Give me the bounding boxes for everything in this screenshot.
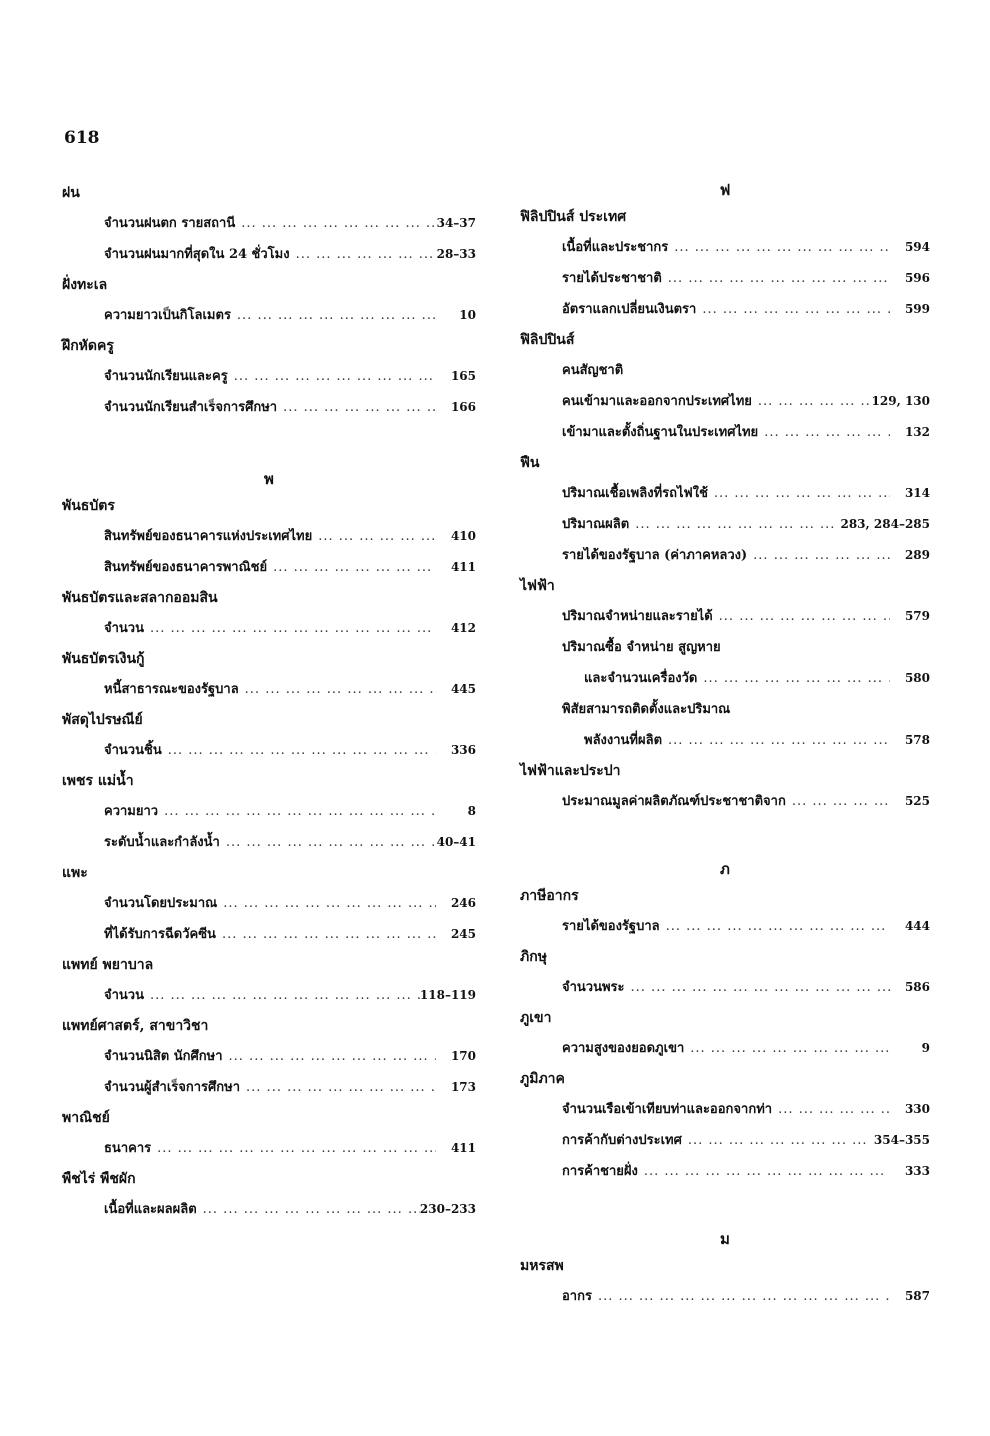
entry-label: จำนวนนิสิต นักศึกษา (104, 1049, 223, 1064)
index-entry (62, 919, 476, 950)
leader-dots (752, 386, 872, 417)
entry-label: ความยาวเป็นกิโลเมตร (104, 308, 231, 323)
index-group (520, 1251, 930, 1312)
entry-page-ref: 412 (450, 621, 476, 635)
leader-dots (220, 827, 436, 858)
index-heading: ฟิลิปปินส์ (520, 332, 575, 348)
index-entry (62, 392, 476, 423)
entry-page-ref: 314 (904, 486, 930, 500)
entry-label: เนื้อที่และประชากร (562, 240, 669, 255)
index-entry (62, 552, 476, 583)
entry-label: ความสูงของยอดภูเขา (562, 1041, 685, 1056)
index-group (62, 491, 476, 583)
index-entry (520, 540, 930, 571)
entry-label: ปริมาณเชื้อเพลิงที่รถไฟใช้ (562, 486, 708, 501)
entry-page-ref: 34–37 (436, 216, 476, 230)
index-group (520, 448, 930, 571)
index-heading: พันธบัตรและสลากออมสิน (62, 590, 218, 606)
entry-label: ประมาณมูลค่าผลิตภัณฑ์ประชาชาติจาก (562, 794, 786, 809)
entry-label: จำนวนนักเรียนสำเร็จการศึกษา (104, 400, 278, 415)
index-heading: แพทย์ พยาบาล (62, 957, 154, 973)
leader-dots (592, 1281, 890, 1312)
leader-dots (151, 1133, 436, 1164)
index-heading: พัสดุไปรษณีย์ (62, 712, 143, 728)
entry-page-ref: 580 (904, 671, 930, 685)
entry-label: และจำนวนเครื่องวัด (584, 671, 698, 686)
section-letter: ฟ (719, 181, 731, 199)
index-entry (62, 827, 476, 858)
entry-page-ref: 9 (921, 1041, 930, 1055)
leader-dots (158, 796, 436, 827)
index-entry (520, 786, 930, 817)
entry-page-ref: 230–233 (419, 1202, 476, 1216)
leader-dots (223, 1041, 436, 1072)
index-group (520, 942, 930, 1003)
entry-label: การค้าชายฝั่ง (562, 1164, 638, 1179)
index-entry (62, 300, 476, 331)
entry-label: จำนวนฝนตก รายสถานี (104, 216, 236, 231)
entry-page-ref: 166 (450, 400, 476, 414)
index-entry (520, 232, 930, 263)
index-heading: ภูมิภาค (520, 1071, 565, 1087)
entry-label: จำนวน (104, 988, 144, 1003)
section-letter: ภ (720, 860, 730, 878)
page-number: 618 (64, 128, 100, 148)
entry-page-ref: 599 (904, 302, 930, 316)
index-entry (520, 725, 930, 756)
index-entry (520, 1281, 930, 1312)
index-heading: ภูเขา (520, 1010, 552, 1026)
index-heading: ฟืน (520, 455, 540, 471)
entry-label: ปริมาณจำหน่ายและรายได้ (562, 609, 713, 624)
entry-page-ref: 579 (904, 609, 930, 623)
index-entry (520, 417, 930, 448)
index-column-left (62, 178, 476, 1225)
index-heading: พันธบัตรเงินกู้ (62, 651, 145, 667)
index-entry (62, 1194, 476, 1225)
entry-page-ref: 410 (450, 529, 476, 543)
index-heading: ฝน (62, 185, 80, 201)
leader-dots (696, 294, 890, 325)
index-entry (520, 663, 930, 694)
index-group (62, 858, 476, 950)
index-entry (520, 1033, 930, 1064)
index-entry (62, 735, 476, 766)
index-group (62, 1011, 476, 1103)
index-entry (62, 674, 476, 705)
entry-page-ref: 330 (904, 1102, 930, 1116)
index-entry (62, 796, 476, 827)
index-group (520, 571, 930, 756)
index-entry (520, 601, 930, 632)
entry-label: จำนวนพระ (562, 980, 625, 995)
entry-page-ref: 578 (904, 733, 930, 747)
leader-dots (638, 1156, 890, 1187)
entry-page-ref: 411 (450, 560, 476, 574)
leader-dots (239, 674, 436, 705)
index-group (62, 1103, 476, 1164)
leader-dots (662, 725, 890, 756)
section-letter: พ (264, 470, 274, 488)
entry-label: อากร (562, 1289, 592, 1304)
leader-dots (684, 1033, 890, 1064)
index-group (520, 756, 930, 817)
entry-page-ref: 587 (904, 1289, 930, 1303)
index-heading: ไฟฟ้าและประปา (520, 763, 621, 779)
index-entry (520, 1125, 930, 1156)
index-heading: ฝั่งทะเล (62, 277, 108, 293)
index-heading: ภาษีอากร (520, 888, 579, 904)
index-group (62, 583, 476, 644)
leader-dots (682, 1125, 874, 1156)
leader-dots (758, 417, 890, 448)
entry-page-ref: 245 (450, 927, 476, 941)
index-group (62, 270, 476, 331)
entry-label: จำนวนเรือเข้าเทียบท่าและออกจากท่า (562, 1102, 773, 1117)
index-group (62, 1164, 476, 1225)
leader-dots (235, 208, 436, 239)
leader-dots (240, 1072, 436, 1103)
entry-page-ref: 10 (459, 308, 476, 322)
leader-dots (662, 263, 890, 294)
index-heading: พืชไร่ พืชผัก (62, 1171, 136, 1187)
leader-dots (713, 601, 890, 632)
leader-dots (312, 521, 436, 552)
entry-label: เนื้อที่และผลผลิต (104, 1202, 197, 1217)
index-entry (520, 263, 930, 294)
entry-label: ความยาว (104, 804, 159, 819)
index-group (520, 1003, 930, 1064)
index-group (520, 881, 930, 942)
entry-label: จำนวนผู้สำเร็จการศึกษา (104, 1080, 241, 1095)
entry-label: จำนวนชิ้น (104, 743, 162, 758)
index-entry (62, 1041, 476, 1072)
entry-page-ref: 444 (904, 919, 930, 933)
index-heading: ไฟฟ้า (520, 578, 555, 594)
entry-page-ref: 354–355 (873, 1133, 930, 1147)
index-group (520, 202, 930, 325)
entry-label: คนสัญชาติ (562, 363, 624, 378)
entry-page-ref: 525 (904, 794, 930, 808)
entry-page-ref: 596 (904, 271, 930, 285)
index-heading: ฟิลิปปินส์ ประเทศ (520, 209, 627, 225)
index-entry (520, 509, 930, 540)
index-group (62, 766, 476, 858)
entry-page-ref: 118–119 (419, 988, 476, 1002)
entry-page-ref: 246 (450, 896, 476, 910)
index-entry (520, 632, 930, 663)
index-heading: พาณิชย์ (62, 1110, 110, 1126)
entry-label: ที่ได้รับการฉีดวัคซีน (104, 927, 216, 942)
index-group (62, 331, 476, 423)
index-entry (62, 361, 476, 392)
entry-page-ref: 28–33 (436, 247, 476, 261)
section-letter: ม (720, 1230, 730, 1248)
index-entry (520, 478, 930, 509)
entry-page-ref: 336 (450, 743, 476, 757)
index-entry (520, 294, 930, 325)
leader-dots (625, 972, 890, 1003)
leader-dots (772, 1094, 890, 1125)
leader-dots (231, 300, 436, 331)
entry-label: จำนวนฝนมากที่สุดใน 24 ชั่วโมง (104, 247, 290, 262)
index-group (62, 644, 476, 705)
leader-dots (267, 552, 436, 583)
index-entry (520, 1156, 930, 1187)
index-entry (520, 1094, 930, 1125)
leader-dots (697, 663, 890, 694)
leader-dots (217, 888, 436, 919)
entry-page-ref: 586 (904, 980, 930, 994)
index-entry (62, 980, 476, 1011)
entry-page-ref: 40–41 (436, 835, 476, 849)
entry-page-ref: 333 (904, 1164, 930, 1178)
index-column-right (520, 178, 930, 1312)
entry-page-ref: 165 (450, 369, 476, 383)
leader-dots (786, 786, 890, 817)
entry-page-ref: 411 (450, 1141, 476, 1155)
leader-dots (277, 392, 436, 423)
leader-dots (668, 232, 890, 263)
leader-dots (144, 613, 436, 644)
index-entry (62, 208, 476, 239)
leader-dots (290, 239, 436, 270)
index-entry (62, 888, 476, 919)
index-heading: แพะ (62, 865, 88, 881)
leader-dots (708, 478, 890, 509)
index-heading: เพชร แม่น้ำ (62, 773, 134, 789)
index-group (520, 325, 930, 448)
entry-label: จำนวนโดยประมาณ (104, 896, 218, 911)
entry-page-ref: 8 (467, 804, 476, 818)
entry-page-ref: 283, 284–285 (840, 517, 930, 531)
entry-page-ref: 132 (904, 425, 930, 439)
entry-label: ธนาคาร (104, 1141, 152, 1156)
index-group (62, 705, 476, 766)
index-entry (62, 1133, 476, 1164)
entry-page-ref: 445 (450, 682, 476, 696)
index-heading: ภิกษุ (520, 949, 547, 965)
entry-label: จำนวน (104, 621, 144, 636)
index-entry (520, 911, 930, 942)
leader-dots (162, 735, 436, 766)
index-entry (520, 386, 930, 417)
entry-label: เข้ามาและตั้งถิ่นฐานในประเทศไทย (562, 425, 759, 440)
entry-label: ปริมาณผลิต (562, 517, 630, 532)
leader-dots (216, 919, 436, 950)
entry-label: หนี้สาธารณะของรัฐบาล (104, 682, 239, 697)
entry-label: อัตราแลกเปลี่ยนเงินตรา (562, 302, 697, 317)
index-group (62, 178, 476, 270)
index-entry (62, 613, 476, 644)
entry-label: จำนวนนักเรียนและครู (104, 369, 228, 384)
entry-label: รายได้ของรัฐบาล (562, 919, 660, 934)
entry-label: รายได้ของรัฐบาล (ค่าภาคหลวง) (562, 548, 748, 563)
leader-dots (747, 540, 890, 571)
entry-label: คนเข้ามาและออกจากประเทศไทย (562, 394, 752, 409)
entry-label: รายได้ประชาชาติ (562, 271, 662, 286)
leader-dots (144, 980, 420, 1011)
entry-page-ref: 594 (904, 240, 930, 254)
entry-page-ref: 173 (450, 1080, 476, 1094)
entry-label: พิสัยสามารถติดตั้งและปริมาณ (562, 702, 731, 717)
index-group (62, 950, 476, 1011)
index-entry (520, 355, 930, 386)
entry-label: ระดับน้ำและกำลังน้ำ (104, 835, 220, 850)
entry-page-ref: 129, 130 (871, 394, 930, 408)
index-entry (62, 521, 476, 552)
index-group (520, 1064, 930, 1187)
entry-label: สินทรัพย์ของธนาคารพาณิชย์ (104, 560, 268, 575)
leader-dots (629, 509, 840, 540)
index-heading: มหรสพ (520, 1258, 564, 1274)
index-entry (520, 972, 930, 1003)
index-heading: แพทย์ศาสตร์, สาขาวิชา (62, 1018, 209, 1034)
leader-dots (660, 911, 890, 942)
entry-page-ref: 170 (450, 1049, 476, 1063)
entry-label: ปริมาณซื้อ จำหน่าย สูญหาย (562, 640, 721, 655)
index-entry (520, 694, 930, 725)
entry-label: พลังงานที่ผลิต (584, 733, 663, 748)
index-heading: พันธบัตร (62, 498, 115, 514)
entry-page-ref: 289 (904, 548, 930, 562)
index-heading: ฝึกหัดครู (62, 338, 114, 354)
leader-dots (197, 1194, 420, 1225)
index-entry (62, 239, 476, 270)
entry-label: การค้ากับต่างประเทศ (562, 1133, 682, 1148)
index-entry (62, 1072, 476, 1103)
leader-dots (228, 361, 436, 392)
entry-label: สินทรัพย์ของธนาคารแห่งประเทศไทย (104, 529, 313, 544)
